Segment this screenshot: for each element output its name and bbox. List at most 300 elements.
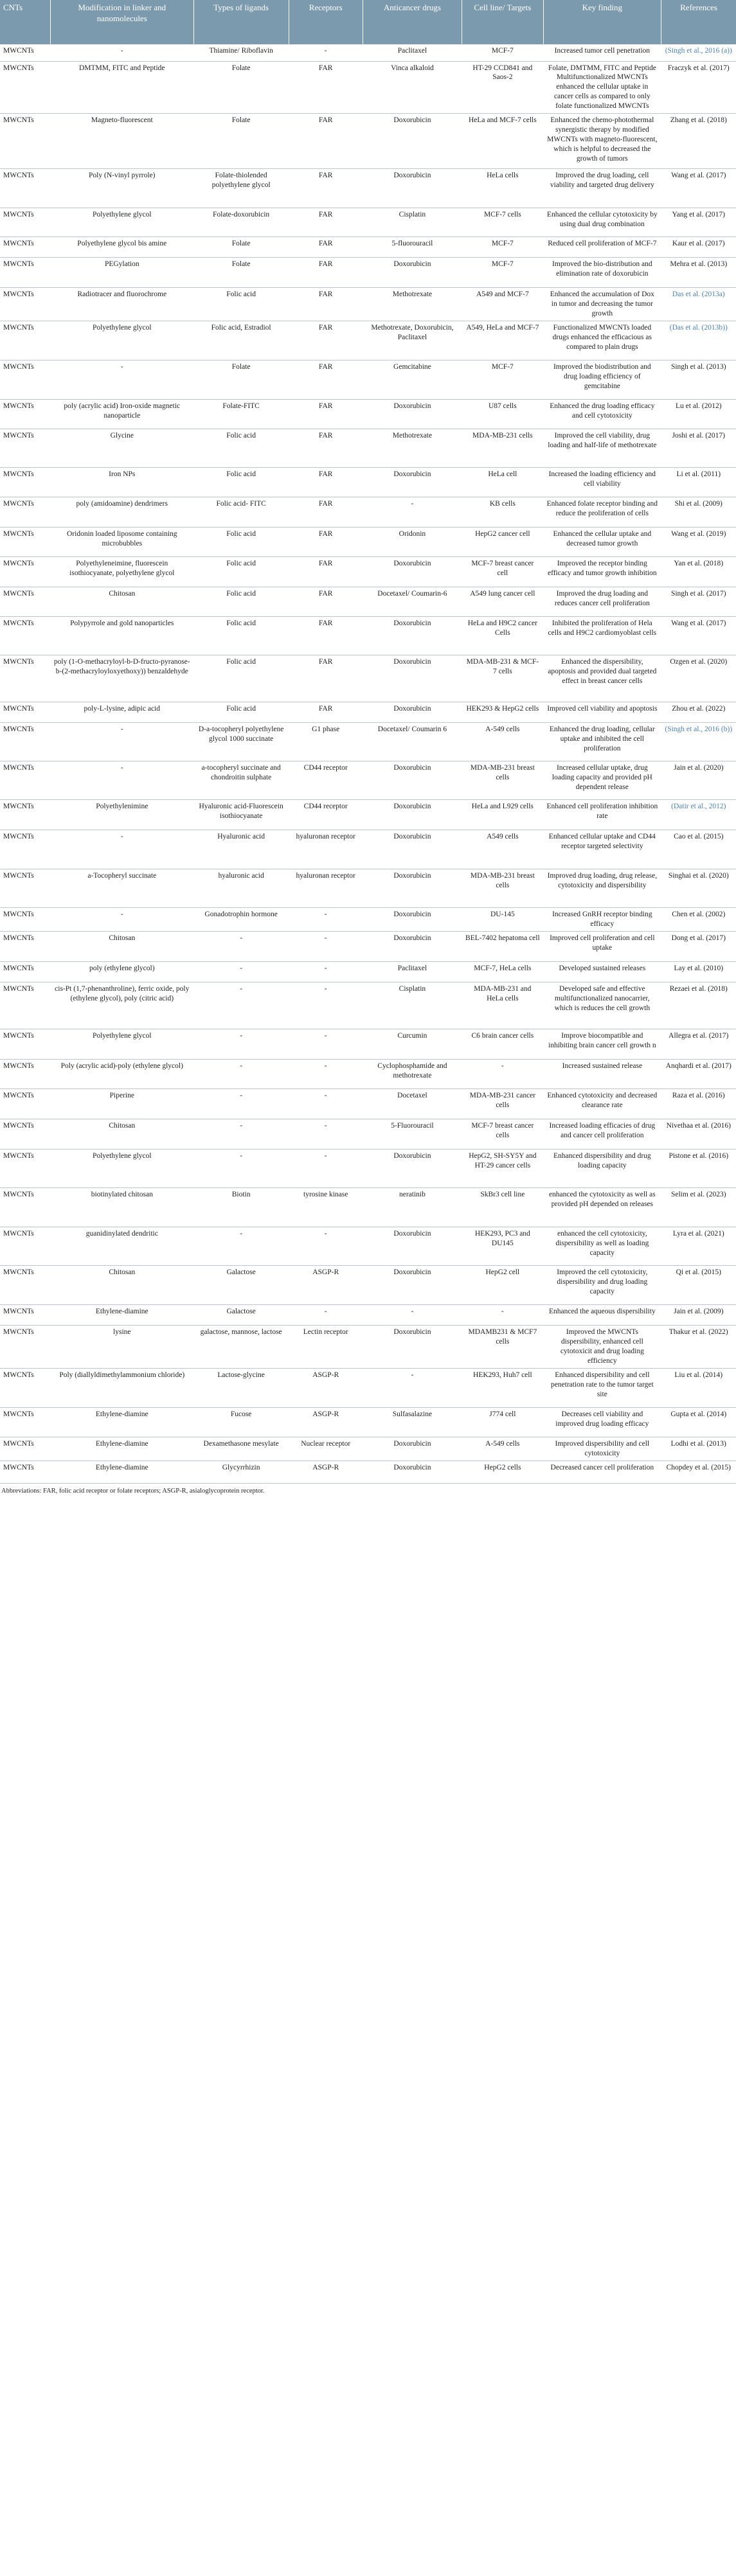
header-ligands: Types of ligands — [193, 0, 289, 44]
cell-modification: Chitosan — [50, 1265, 193, 1304]
cell-drug: 5-fluorouracil — [363, 237, 462, 258]
cell-reference: Gupta et al. (2014) — [661, 1407, 736, 1437]
cell-key-finding: Increased cellular uptake, drug loading capacity and provided pH dependent release — [543, 761, 661, 800]
cell-ligand: Hyaluronic acid — [193, 830, 289, 869]
table-row — [0, 1059, 736, 1088]
cell-reference[interactable]: (Singh et al., 2016 (a)) — [661, 44, 736, 61]
cell-cnt: MWCNTs — [0, 1088, 50, 1119]
cell-modification: - — [50, 723, 193, 761]
cell-key-finding: enhanced the cell cytotoxicity, dispersibility as well as loading capacity — [543, 1227, 661, 1265]
cell-key-finding: enhanced the cytotoxicity as well as provided pH depended on releases — [543, 1187, 661, 1227]
table-row — [0, 44, 736, 61]
cell-target: MCF-7 — [462, 360, 544, 400]
cell-reference: Lay et al. (2010) — [661, 961, 736, 982]
cell-modification: poly-L-lysine, adipic acid — [50, 702, 193, 723]
cell-target: HeLa cell — [462, 468, 544, 497]
cell-key-finding: Enhanced the drug loading, cellular uptake and inhibited the cell proliferation — [543, 723, 661, 761]
cell-key-finding: Improved the cell cytotoxicity, dispersibility and drug loading capacity — [543, 1265, 661, 1304]
cell-modification: - — [50, 908, 193, 932]
cell-cnt: MWCNTs — [0, 702, 50, 723]
cell-reference: Chen et al. (2002) — [661, 908, 736, 932]
cell-reference: Liu et al. (2014) — [661, 1368, 736, 1407]
cell-receptor: FAR — [289, 169, 363, 208]
cell-receptor: tyrosine kinase — [289, 1187, 363, 1227]
cell-receptor: ASGP-R — [289, 1461, 363, 1483]
cell-reference: Lyra et al. (2021) — [661, 1227, 736, 1265]
cell-modification: lysine — [50, 1325, 193, 1368]
cell-drug: - — [363, 1368, 462, 1407]
cell-target: MCF-7 breast cancer cell — [462, 557, 544, 587]
cell-drug: Methotrexate — [363, 429, 462, 468]
cell-reference: Singhai et al. (2020) — [661, 869, 736, 908]
cell-modification: cis-Pt (1,7-phenanthroline), ferric oxide, poly (ethylene glycol), poly (citric acid) — [50, 982, 193, 1029]
cell-receptor: FAR — [289, 429, 363, 468]
table-row — [0, 1304, 736, 1325]
cell-modification: Radiotracer and fluorochrome — [50, 288, 193, 321]
cell-receptor: - — [289, 1088, 363, 1119]
table-row — [0, 321, 736, 360]
cell-target: - — [462, 1304, 544, 1325]
cell-modification: - — [50, 761, 193, 800]
cell-modification: biotinylated chitosan — [50, 1187, 193, 1227]
cell-target: HepG2 cell — [462, 1265, 544, 1304]
cell-target: MDA-MB-231 and HeLa cells — [462, 982, 544, 1029]
table-body — [0, 44, 736, 1483]
cell-cnt: MWCNTs — [0, 258, 50, 288]
cell-reference: Li et al. (2011) — [661, 468, 736, 497]
cell-target: MCF-7 breast cancer cells — [462, 1119, 544, 1149]
cell-receptor: FAR — [289, 468, 363, 497]
cell-cnt: MWCNTs — [0, 1437, 50, 1461]
cell-target: HT-29 CCD841 and Saos-2 — [462, 61, 544, 114]
cell-receptor: G1 phase — [289, 723, 363, 761]
cell-modification: Poly (acrylic acid)-poly (ethylene glycol) — [50, 1059, 193, 1088]
cell-ligand: Folate-FITC — [193, 400, 289, 429]
cell-reference: Singh et al. (2013) — [661, 360, 736, 400]
cell-drug: Doxorubicin — [363, 908, 462, 932]
cell-cnt: MWCNTs — [0, 1059, 50, 1088]
cell-reference: Mehra et al. (2013) — [661, 258, 736, 288]
cell-reference: Zhou et al. (2022) — [661, 702, 736, 723]
cell-drug: Sulfasalazine — [363, 1407, 462, 1437]
cell-drug: Doxorubicin — [363, 800, 462, 830]
cell-key-finding: Folate, DMTMM, FITC and Peptide Multifunctionalized MWCNTs enhanced the cellular uptake in cancer cells as compared to only folate functionalized MWCNTs — [543, 61, 661, 114]
cell-cnt: MWCNTs — [0, 400, 50, 429]
cell-modification: Polyethylene glycol — [50, 1149, 193, 1187]
cell-receptor: FAR — [289, 114, 363, 169]
cell-drug: Doxorubicin — [363, 114, 462, 169]
cell-reference: Joshi et al. (2017) — [661, 429, 736, 468]
cell-ligand: Folate — [193, 360, 289, 400]
table-row — [0, 1119, 736, 1149]
cell-target: MDAMB231 & MCF7 cells — [462, 1325, 544, 1368]
cell-cnt: MWCNTs — [0, 468, 50, 497]
cell-receptor: FAR — [289, 237, 363, 258]
cell-drug: Doxorubicin — [363, 1227, 462, 1265]
cell-reference: Thakur et al. (2022) — [661, 1325, 736, 1368]
cell-drug: Doxorubicin — [363, 557, 462, 587]
cell-drug: Doxorubicin — [363, 1325, 462, 1368]
cell-cnt: MWCNTs — [0, 1265, 50, 1304]
cell-modification: poly (1-O-methacryloyl-b-D-fructo-pyranose-b-(2-methacryloyloxyethoxy)) benzaldehyde — [50, 655, 193, 702]
cell-key-finding: Increased GnRH receptor binding efficacy — [543, 908, 661, 932]
cell-ligand: - — [193, 1029, 289, 1059]
cell-target: HEK293, PC3 and DU145 — [462, 1227, 544, 1265]
cell-reference: Singh et al. (2017) — [661, 587, 736, 617]
cell-cnt: MWCNTs — [0, 528, 50, 557]
cell-modification: Magneto-fluorescent — [50, 114, 193, 169]
cell-receptor: - — [289, 44, 363, 61]
table-row — [0, 1187, 736, 1227]
cell-reference[interactable]: (Das et al. (2013b)) — [661, 321, 736, 360]
cell-drug: Methotrexate, Doxorubicin, Paclitaxel — [363, 321, 462, 360]
cell-modification: poly (amidoamine) dendrimers — [50, 497, 193, 528]
cell-cnt: MWCNTs — [0, 869, 50, 908]
cell-drug: Cisplatin — [363, 982, 462, 1029]
cell-reference[interactable]: Das et al. (2013a) — [661, 288, 736, 321]
table-row — [0, 961, 736, 982]
cell-target: MCF-7 cells — [462, 208, 544, 237]
cell-modification: Ethylene-diamine — [50, 1461, 193, 1483]
cell-ligand: Hyaluronic acid-Fluorescein isothiocyanate — [193, 800, 289, 830]
cell-key-finding: Enhanced the drug loading efficacy and cell cytotoxicity — [543, 400, 661, 429]
cell-target: A-549 cells — [462, 723, 544, 761]
cell-target: DU-145 — [462, 908, 544, 932]
cell-modification: Iron NPs — [50, 468, 193, 497]
cell-drug: Paclitaxel — [363, 44, 462, 61]
cell-target: A-549 cells — [462, 1437, 544, 1461]
cell-key-finding: Developed safe and effective multifunctionalized nanocarrier, which is reduces the cell growth — [543, 982, 661, 1029]
table-row — [0, 800, 736, 830]
table-row — [0, 557, 736, 587]
cell-drug: Doxorubicin — [363, 258, 462, 288]
cell-reference: Allegra et al. (2017) — [661, 1029, 736, 1059]
cell-reference: Qi et al. (2015) — [661, 1265, 736, 1304]
cell-receptor: - — [289, 1029, 363, 1059]
cell-receptor: hyaluronan receptor — [289, 830, 363, 869]
table-row — [0, 1461, 736, 1483]
cell-receptor: - — [289, 982, 363, 1029]
cell-reference: Jain et al. (2009) — [661, 1304, 736, 1325]
cell-ligand: Folate — [193, 61, 289, 114]
cell-ligand: Thiamine/ Riboflavin — [193, 44, 289, 61]
cell-cnt: MWCNTs — [0, 208, 50, 237]
cell-cnt: MWCNTs — [0, 114, 50, 169]
cell-cnt: MWCNTs — [0, 1149, 50, 1187]
cell-cnt: MWCNTs — [0, 617, 50, 655]
cell-receptor: hyaluronan receptor — [289, 869, 363, 908]
cell-key-finding: Improved the MWCNTs dispersibility, enhanced cell cytotoxicit and drug loading efficiency — [543, 1325, 661, 1368]
cell-ligand: Biotin — [193, 1187, 289, 1227]
cell-cnt: MWCNTs — [0, 908, 50, 932]
cell-target: MCF-7, HeLa cells — [462, 961, 544, 982]
table-row — [0, 908, 736, 932]
header-key-finding: Key finding — [543, 0, 661, 44]
cell-target: - — [462, 1059, 544, 1088]
table-row — [0, 931, 736, 961]
cell-ligand: Glycyrrhizin — [193, 1461, 289, 1483]
table-row — [0, 723, 736, 761]
cell-reference: Lodhi et al. (2013) — [661, 1437, 736, 1461]
cell-key-finding: Enhanced dispersibility and drug loading capacity — [543, 1149, 661, 1187]
cell-modification: Polyethyleneimine, fluorescein isothiocyanate, polyethylene glycol — [50, 557, 193, 587]
cell-key-finding: Improve biocompatible and inhibiting brain cancer cell growth n — [543, 1029, 661, 1059]
table-row — [0, 1149, 736, 1187]
cell-cnt: MWCNTs — [0, 723, 50, 761]
cell-key-finding: Enhanced the aqueous dispersibility — [543, 1304, 661, 1325]
table-row — [0, 528, 736, 557]
cell-cnt: MWCNTs — [0, 169, 50, 208]
cell-drug: Docetaxel/ Coumarin-6 — [363, 587, 462, 617]
cell-cnt: MWCNTs — [0, 61, 50, 114]
header-references: References — [661, 0, 736, 44]
cell-key-finding: Improved cell proliferation and cell uptake — [543, 931, 661, 961]
cell-key-finding: Improved dispersibility and cell cytotoxicity — [543, 1437, 661, 1461]
cell-ligand: Folic acid — [193, 557, 289, 587]
cell-reference: Dong et al. (2017) — [661, 931, 736, 961]
cell-ligand: Folic acid — [193, 655, 289, 702]
table-row — [0, 169, 736, 208]
cell-reference[interactable]: (Datir et al., 2012) — [661, 800, 736, 830]
cell-drug: Doxorubicin — [363, 655, 462, 702]
cell-modification: a-Tocopheryl succinate — [50, 869, 193, 908]
cell-receptor: - — [289, 961, 363, 982]
cell-drug: Doxorubicin — [363, 869, 462, 908]
cell-key-finding: Enhanced the dispersibility, apoptosis and provided dual targeted effect in breast cancer cells — [543, 655, 661, 702]
cell-drug: neratinib — [363, 1187, 462, 1227]
cell-modification: Poly (N-vinyl pyrrole) — [50, 169, 193, 208]
cell-key-finding: Enhanced cellular uptake and CD44 receptor targeted selectivity — [543, 830, 661, 869]
cell-receptor: FAR — [289, 360, 363, 400]
cell-reference: Wang et al. (2019) — [661, 528, 736, 557]
cell-modification: - — [50, 44, 193, 61]
cell-reference: Kaur et al. (2017) — [661, 237, 736, 258]
cell-ligand: - — [193, 982, 289, 1029]
header-receptors: Receptors — [289, 0, 363, 44]
cell-receptor: - — [289, 908, 363, 932]
cell-ligand: Folate-thiolended polyethylene glycol — [193, 169, 289, 208]
cell-receptor: FAR — [289, 587, 363, 617]
table-row — [0, 258, 736, 288]
cell-ligand: Folic acid — [193, 587, 289, 617]
cell-ligand: - — [193, 1059, 289, 1088]
cell-receptor: FAR — [289, 617, 363, 655]
table-row — [0, 1227, 736, 1265]
cell-reference: Wang et al. (2017) — [661, 169, 736, 208]
cell-reference: Pistone et al. (2016) — [661, 1149, 736, 1187]
cell-receptor: Nuclear receptor — [289, 1437, 363, 1461]
cell-target: BEL-7402 hepatoma cell — [462, 931, 544, 961]
cell-receptor: ASGP-R — [289, 1265, 363, 1304]
cell-modification: Ethylene-diamine — [50, 1407, 193, 1437]
cell-cnt: MWCNTs — [0, 1407, 50, 1437]
cell-modification: Chitosan — [50, 587, 193, 617]
cell-ligand: - — [193, 1227, 289, 1265]
table-row — [0, 288, 736, 321]
cell-target: HepG2 cells — [462, 1461, 544, 1483]
cell-target: A549 lung cancer cell — [462, 587, 544, 617]
table-row — [0, 1265, 736, 1304]
cell-receptor: FAR — [289, 655, 363, 702]
cell-ligand: - — [193, 961, 289, 982]
cell-target: C6 brain cancer cells — [462, 1029, 544, 1059]
cell-target: MDA-MB-231 breast cells — [462, 761, 544, 800]
cell-target: MDA-MB-231 & MCF-7 cells — [462, 655, 544, 702]
cell-ligand: Dexamethasone mesylate — [193, 1437, 289, 1461]
cell-cnt: MWCNTs — [0, 1461, 50, 1483]
cell-target: HEK293, Huh7 cell — [462, 1368, 544, 1407]
cell-reference: Ozgen et al. (2020) — [661, 655, 736, 702]
cell-ligand: - — [193, 931, 289, 961]
cell-key-finding: Enhanced the chemo-photothermal synergistic therapy by modified MWCNTs with magneto-fluorescent, which is helpful to decreased the growth of tumors — [543, 114, 661, 169]
cell-modification: Glycine — [50, 429, 193, 468]
cell-key-finding: Enhanced cytotoxicity and decreased clearance rate — [543, 1088, 661, 1119]
cell-ligand: Gonadotrophin hormone — [193, 908, 289, 932]
cell-cnt: MWCNTs — [0, 288, 50, 321]
table-row — [0, 468, 736, 497]
cell-modification: Piperine — [50, 1088, 193, 1119]
cell-modification: Polyethylene glycol bis amine — [50, 237, 193, 258]
cell-ligand: Folate — [193, 114, 289, 169]
cell-receptor: - — [289, 1119, 363, 1149]
cell-drug: Doxorubicin — [363, 1265, 462, 1304]
table-row — [0, 702, 736, 723]
cell-reference: Zhang et al. (2018) — [661, 114, 736, 169]
cell-ligand: - — [193, 1088, 289, 1119]
cell-target: SkBr3 cell line — [462, 1187, 544, 1227]
table-row — [0, 655, 736, 702]
cell-key-finding: Enhanced the cellular uptake and decreased tumor growth — [543, 528, 661, 557]
table-row — [0, 830, 736, 869]
cell-key-finding: Enhanced folate receptor binding and reduce the proliferation of cells — [543, 497, 661, 528]
cell-drug: Docetaxel — [363, 1088, 462, 1119]
cell-modification: Polyethylene glycol — [50, 321, 193, 360]
table-row — [0, 114, 736, 169]
cell-receptor: FAR — [289, 208, 363, 237]
cell-target: MDA-MB-231 cells — [462, 429, 544, 468]
cell-modification: guanidinylated dendritic — [50, 1227, 193, 1265]
cell-receptor: FAR — [289, 61, 363, 114]
cell-receptor: FAR — [289, 288, 363, 321]
cell-key-finding: Improved the cell viability, drug loading and half-life of methotrexate — [543, 429, 661, 468]
cell-ligand: Galactose — [193, 1265, 289, 1304]
header-drugs: Anticancer drugs — [363, 0, 462, 44]
cell-cnt: MWCNTs — [0, 1119, 50, 1149]
cell-receptor: FAR — [289, 321, 363, 360]
cell-drug: - — [363, 1304, 462, 1325]
cell-reference: Raza et al. (2016) — [661, 1088, 736, 1119]
table-row — [0, 208, 736, 237]
cell-modification: Polyethylene glycol — [50, 1029, 193, 1059]
cell-target: MCF-7 — [462, 237, 544, 258]
cell-modification: Ethylene-diamine — [50, 1304, 193, 1325]
table-row — [0, 360, 736, 400]
cell-drug: Cisplatin — [363, 208, 462, 237]
cell-receptor: - — [289, 1304, 363, 1325]
cell-drug: - — [363, 497, 462, 528]
cell-receptor: ASGP-R — [289, 1407, 363, 1437]
cell-drug: Doxorubicin — [363, 761, 462, 800]
table-row — [0, 1407, 736, 1437]
cell-cnt: MWCNTs — [0, 961, 50, 982]
cell-drug: Doxorubicin — [363, 931, 462, 961]
cell-reference: Nivethaa et al. (2016) — [661, 1119, 736, 1149]
cell-cnt: MWCNTs — [0, 429, 50, 468]
cell-cnt: MWCNTs — [0, 237, 50, 258]
cell-drug: Paclitaxel — [363, 961, 462, 982]
cell-target: HEK293 & HepG2 cells — [462, 702, 544, 723]
cell-drug: Gemcitabine — [363, 360, 462, 400]
cell-receptor: Lectin receptor — [289, 1325, 363, 1368]
cell-modification: Oridonin loaded liposome containing microbubbles — [50, 528, 193, 557]
cell-drug: Docetaxel/ Coumarin 6 — [363, 723, 462, 761]
cell-drug: Doxorubicin — [363, 1149, 462, 1187]
cell-target: HepG2 cancer cell — [462, 528, 544, 557]
cell-ligand: Folic acid — [193, 288, 289, 321]
table-row — [0, 237, 736, 258]
cell-cnt: MWCNTs — [0, 1029, 50, 1059]
cell-receptor: ASGP-R — [289, 1368, 363, 1407]
cell-ligand: - — [193, 1149, 289, 1187]
cell-receptor: - — [289, 1149, 363, 1187]
cell-ligand: Folic acid — [193, 429, 289, 468]
cell-modification: Polyethylenimine — [50, 800, 193, 830]
cell-reference: Fraczyk et al. (2017) — [661, 61, 736, 114]
cell-drug: Doxorubicin — [363, 702, 462, 723]
table-header-row — [0, 0, 736, 44]
cell-key-finding: Inhibited the proliferation of Hela cells and H9C2 cardiomyoblast cells — [543, 617, 661, 655]
cell-target: HeLa and MCF-7 cells — [462, 114, 544, 169]
cell-ligand: Folic acid — [193, 528, 289, 557]
cell-target: MDA-MB-231 breast cells — [462, 869, 544, 908]
table-row — [0, 1325, 736, 1368]
cell-receptor: FAR — [289, 400, 363, 429]
cell-cnt: MWCNTs — [0, 931, 50, 961]
cell-key-finding: Improved the bio-distribution and elimination rate of doxorubicin — [543, 258, 661, 288]
cell-modification: poly (ethylene glycol) — [50, 961, 193, 982]
cell-drug: Doxorubicin — [363, 830, 462, 869]
table-row — [0, 429, 736, 468]
cell-drug: Doxorubicin — [363, 400, 462, 429]
cell-modification: - — [50, 360, 193, 400]
cell-cnt: MWCNTs — [0, 497, 50, 528]
cell-target: HepG2, SH-SY5Y and HT-29 cancer cells — [462, 1149, 544, 1187]
cell-reference: Lu et al. (2012) — [661, 400, 736, 429]
table-row — [0, 1029, 736, 1059]
cell-cnt: MWCNTs — [0, 1227, 50, 1265]
table-row — [0, 1368, 736, 1407]
cell-key-finding: Increased loading efficacies of drug and cancer cell proliferation — [543, 1119, 661, 1149]
cell-ligand: a-tocopheryl succinate and chondroitin sulphate — [193, 761, 289, 800]
cell-drug: Vinca alkaloid — [363, 61, 462, 114]
cell-drug: Doxorubicin — [363, 468, 462, 497]
cell-modification: Poly (diallyldimethylammonium chloride) — [50, 1368, 193, 1407]
cell-ligand: Folate — [193, 237, 289, 258]
table-row — [0, 1088, 736, 1119]
cell-receptor: CD44 receptor — [289, 761, 363, 800]
cell-target: MDA-MB-231 cancer cells — [462, 1088, 544, 1119]
cell-reference[interactable]: (Singh et al., 2016 (b)) — [661, 723, 736, 761]
cell-cnt: MWCNTs — [0, 1187, 50, 1227]
table-row — [0, 587, 736, 617]
cell-target: MCF-7 — [462, 258, 544, 288]
header-cnts: CNTs — [0, 0, 50, 44]
cell-reference: Selim et al. (2023) — [661, 1187, 736, 1227]
cell-key-finding: Increased sustained release — [543, 1059, 661, 1088]
cell-target: A549 cells — [462, 830, 544, 869]
cell-key-finding: Decreased cancer cell proliferation — [543, 1461, 661, 1483]
cell-reference: Shi et al. (2009) — [661, 497, 736, 528]
